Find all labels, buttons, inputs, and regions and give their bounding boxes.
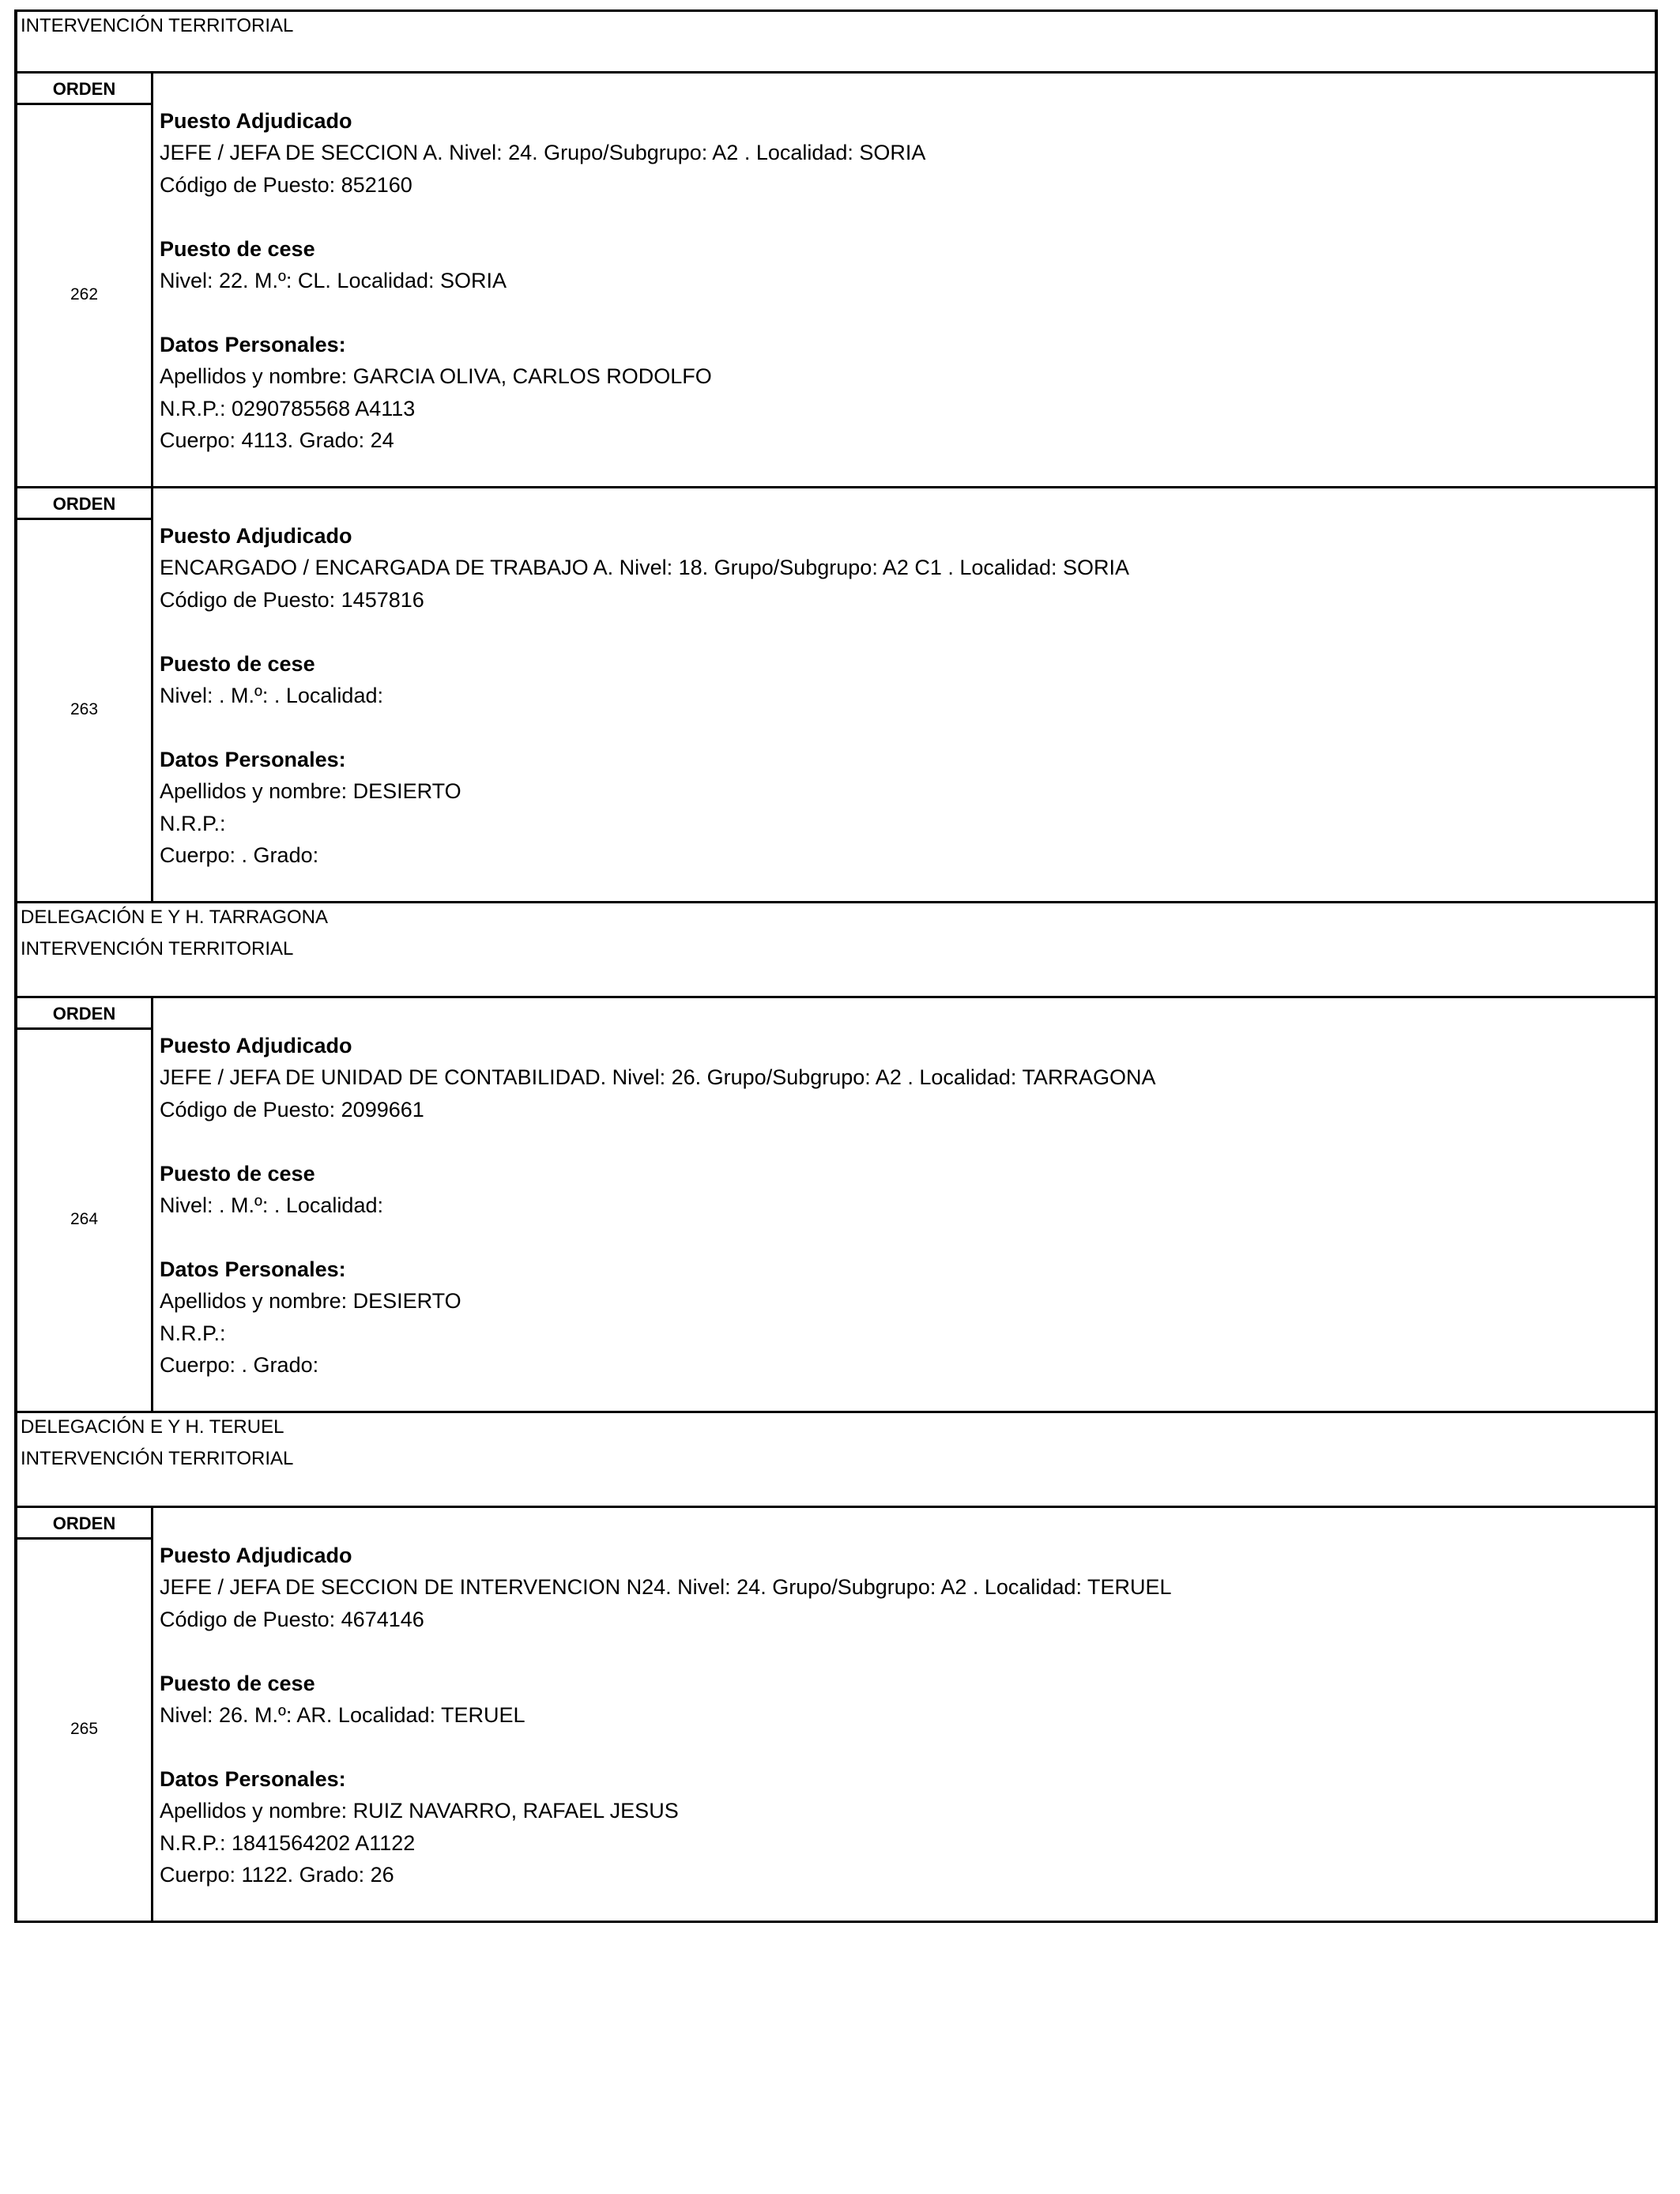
cese-title: Puesto de cese <box>160 1161 315 1186</box>
section-unit: INTERVENCIÓN TERRITORIAL <box>21 938 294 959</box>
personales-title: Datos Personales: <box>160 1257 346 1281</box>
codigo-puesto: Código de Puesto: 852160 <box>160 172 412 197</box>
section-unit: INTERVENCIÓN TERRITORIAL <box>21 1448 294 1469</box>
cese-line: Nivel: . M.º: . Localidad: <box>160 683 383 707</box>
order-column <box>17 74 153 486</box>
nombre-line: Apellidos y nombre: DESIERTO <box>160 779 461 804</box>
adjudicado-line: ENCARGADO / ENCARGADA DE TRABAJO A. Nivel: 18. Grupo/Subgrupo: A2 C1 . Localidad: SORIA <box>160 556 1129 580</box>
nombre-line: Apellidos y nombre: RUIZ NAVARRO, RAFAEL JESUS <box>160 1799 679 1823</box>
cuerpo-line: Cuerpo: 4113. Grado: 24 <box>160 428 394 452</box>
cese-line: Nivel: . M.º: . Localidad: <box>160 1193 383 1217</box>
cuerpo-line: Cuerpo: 1122. Grado: 26 <box>160 1862 394 1887</box>
entry-262 <box>14 74 1658 488</box>
section-header-top <box>14 9 1658 74</box>
section-unit: INTERVENCIÓN TERRITORIAL <box>21 15 294 36</box>
cese-line: Nivel: 26. M.º: AR. Localidad: TERUEL <box>160 1702 525 1727</box>
delegacion-name: DELEGACIÓN E Y H. TERUEL <box>21 1416 284 1438</box>
order-number: 263 <box>70 700 99 718</box>
cuerpo-line: Cuerpo: . Grado: <box>160 843 319 867</box>
entry-263 <box>14 488 1658 903</box>
adjudicado-line: JEFE / JEFA DE UNIDAD DE CONTABILIDAD. Nivel: 26. Grupo/Subgrupo: A2 . Localidad: TARRAGONA <box>160 1065 1156 1090</box>
entry-264 <box>14 998 1658 1413</box>
codigo-puesto: Código de Puesto: 2099661 <box>160 1097 424 1122</box>
entry-content <box>160 1030 1652 1381</box>
cese-title: Puesto de cese <box>160 236 315 261</box>
entry-content <box>160 1540 1652 1891</box>
codigo-puesto: Código de Puesto: 4674146 <box>160 1607 424 1631</box>
order-column <box>17 488 153 901</box>
nombre-line: Apellidos y nombre: DESIERTO <box>160 1289 461 1314</box>
adjudicado-line: JEFE / JEFA DE SECCION A. Nivel: 24. Grupo/Subgrupo: A2 . Localidad: SORIA <box>160 141 926 165</box>
adjudicado-title: Puesto Adjudicado <box>160 1034 352 1057</box>
entry-content <box>160 520 1652 871</box>
adjudicado-title: Puesto Adjudicado <box>160 1544 352 1567</box>
order-number: 262 <box>70 285 99 303</box>
personales-title: Datos Personales: <box>160 332 346 356</box>
cese-line: Nivel: 22. M.º: CL. Localidad: SORIA <box>160 268 507 292</box>
entry-265 <box>14 1508 1658 1923</box>
section-header-tarragona <box>14 903 1658 998</box>
order-label: ORDEN <box>17 488 151 520</box>
order-label: ORDEN <box>17 1508 151 1540</box>
cese-title: Puesto de cese <box>160 1671 315 1695</box>
entry-content <box>160 105 1652 456</box>
section-header-teruel <box>14 1413 1658 1508</box>
delegacion-name: DELEGACIÓN E Y H. TARRAGONA <box>21 907 328 928</box>
codigo-puesto: Código de Puesto: 1457816 <box>160 587 424 612</box>
nrp-line: N.R.P.: <box>160 1321 226 1345</box>
cese-title: Puesto de cese <box>160 651 315 676</box>
order-column <box>17 1508 153 1921</box>
nrp-line: N.R.P.: <box>160 811 226 835</box>
adjudicado-title: Puesto Adjudicado <box>160 524 352 548</box>
order-label: ORDEN <box>17 74 151 105</box>
order-column <box>17 998 153 1411</box>
cuerpo-line: Cuerpo: . Grado: <box>160 1352 319 1377</box>
order-number: 264 <box>70 1210 99 1228</box>
nrp-line: N.R.P.: 1841564202 A1122 <box>160 1830 416 1855</box>
personales-title: Datos Personales: <box>160 747 346 771</box>
adjudicado-title: Puesto Adjudicado <box>160 109 352 133</box>
order-label: ORDEN <box>17 998 151 1030</box>
nrp-line: N.R.P.: 0290785568 A4113 <box>160 396 416 420</box>
adjudicado-line: JEFE / JEFA DE SECCION DE INTERVENCION N24. Nivel: 24. Grupo/Subgrupo: A2 . Localidad: TERUEL <box>160 1575 1172 1600</box>
order-number: 265 <box>70 1720 99 1738</box>
nombre-line: Apellidos y nombre: GARCIA OLIVA, CARLOS RODOLFO <box>160 364 712 389</box>
personales-title: Datos Personales: <box>160 1766 346 1791</box>
